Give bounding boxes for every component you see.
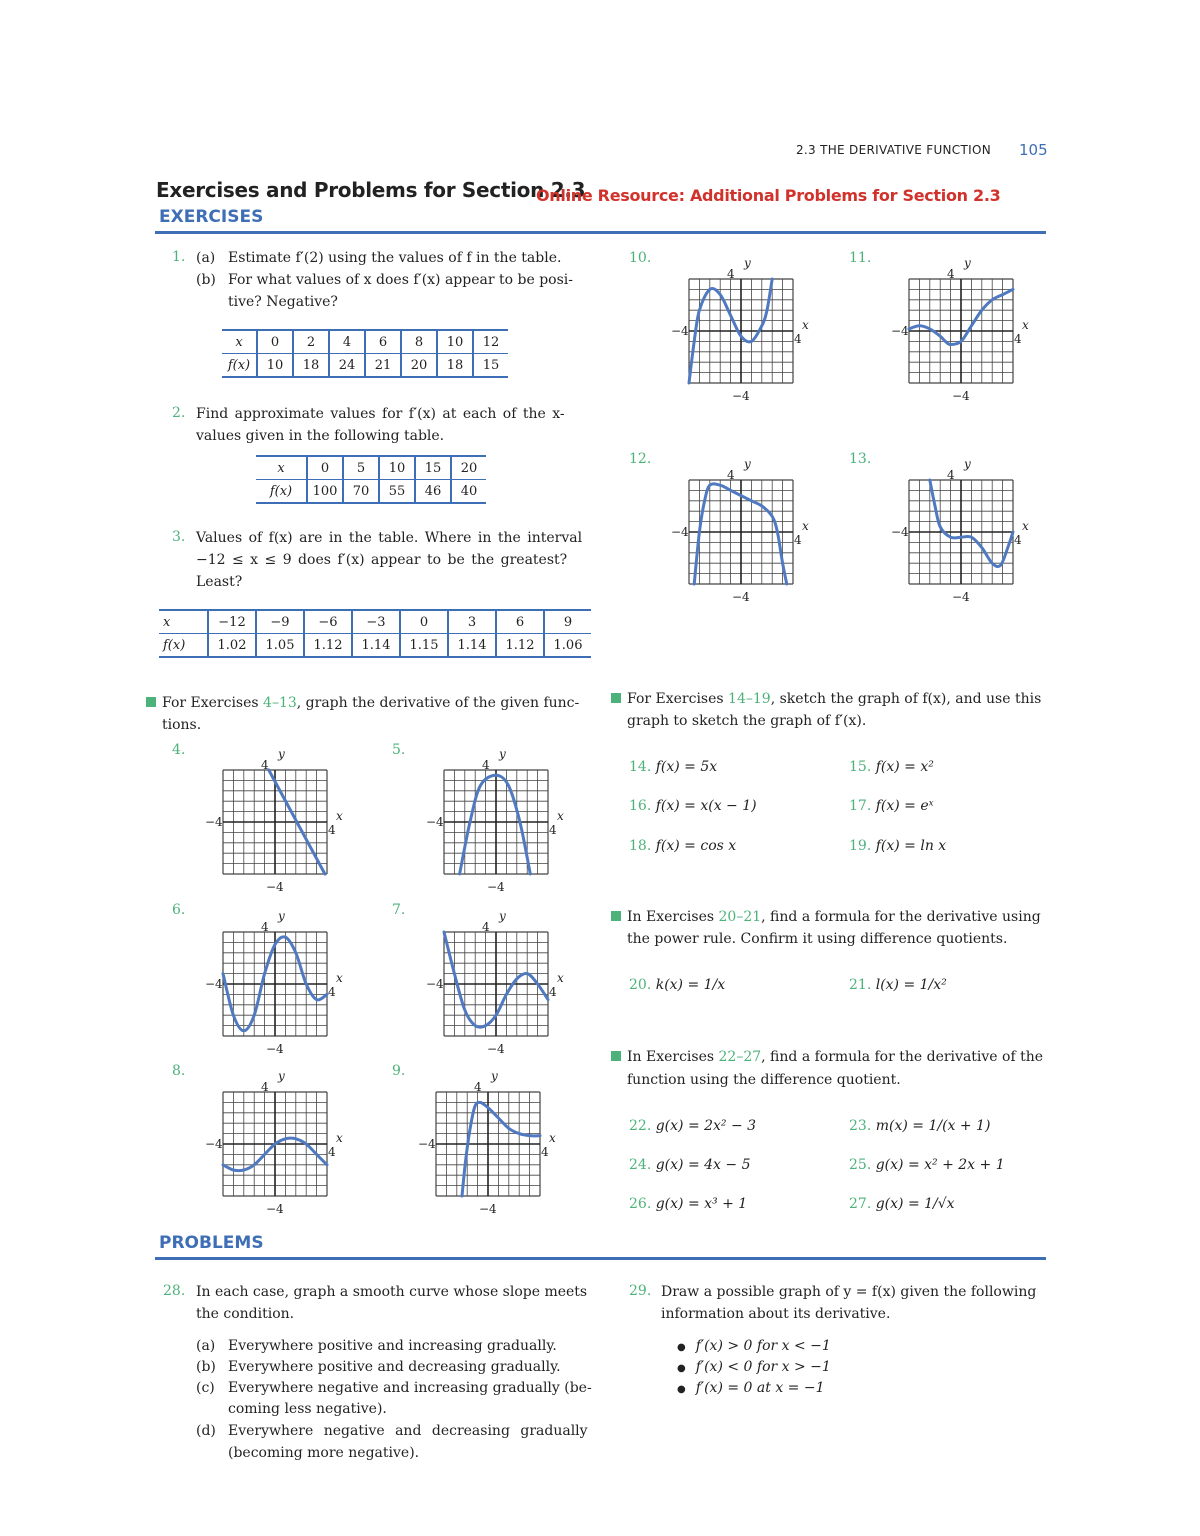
exercise-15: 15. f(x) = x² <box>849 759 934 775</box>
table-cell: x <box>159 610 208 634</box>
table-cell: 10 <box>437 330 473 354</box>
p28-c-line1: Everywhere negative and increasing gradually (be- <box>228 1380 592 1396</box>
instruction-20-21-line2: the power rule. Confirm it using difference quotients. <box>627 931 1008 947</box>
table-cell: f(x) <box>159 634 208 658</box>
x-max-label: 4 <box>1014 332 1022 346</box>
table-cell: 40 <box>451 480 486 504</box>
x-axis-label: x <box>1022 318 1029 332</box>
x-max-label: 4 <box>541 1145 549 1159</box>
exercise-19: 19. f(x) = ln x <box>849 838 947 854</box>
x-min-label: −4 <box>205 815 223 829</box>
table-cell: 12 <box>473 330 508 354</box>
exercise-20: 20. k(x) = 1/x <box>629 977 726 993</box>
table-cell: x <box>222 330 257 354</box>
y-axis-label: y <box>744 256 751 270</box>
table-cell: 0 <box>400 610 448 634</box>
function-curve <box>460 775 531 874</box>
instruction-text: , sketch the graph of f(x), and use this <box>770 691 1042 707</box>
instruction-prefix: In Exercises <box>627 1049 719 1065</box>
ex3-line1: Values of f(x) are in the table. Where in the interval <box>196 530 583 546</box>
exercise-16: 16. f(x) = x(x − 1) <box>629 798 757 814</box>
graph-12 <box>661 452 821 612</box>
p29-bullet-2: ● f′(x) < 0 for x > −1 <box>677 1359 831 1375</box>
problems-rule <box>155 1257 1046 1260</box>
instruction-4-13 <box>146 692 579 714</box>
exercise-14: 14. f(x) = 5x <box>629 759 718 775</box>
graph-number: 10. <box>629 250 652 266</box>
table-cell: 24 <box>329 354 365 378</box>
exercise-23: 23. m(x) = 1/(x + 1) <box>849 1118 991 1134</box>
graph-number: 13. <box>849 451 872 467</box>
instruction-text: , find a formula for the derivative using <box>761 909 1041 925</box>
ex1-b-line1: For what values of x does f′(x) appear to be posi- <box>228 272 573 288</box>
instruction-14-19 <box>611 688 1041 710</box>
green-square-icon <box>611 1051 621 1061</box>
y-min-label: −4 <box>487 880 505 894</box>
x-min-label: −4 <box>671 324 689 338</box>
y-max-label: 4 <box>727 267 735 281</box>
y-min-label: −4 <box>266 880 284 894</box>
y-axis-label: y <box>499 747 506 761</box>
ex3-table <box>159 609 591 658</box>
graph-number: 6. <box>172 902 186 918</box>
exercise-26: 26. g(x) = x³ + 1 <box>629 1196 748 1212</box>
y-axis-label: y <box>491 1069 498 1083</box>
graph-number: 4. <box>172 742 186 758</box>
p28-d-line1: Everywhere negative and decreasing gradually <box>228 1423 588 1439</box>
green-square-icon <box>611 911 621 921</box>
instruction-range: 14–19 <box>728 691 771 707</box>
table-cell: −12 <box>208 610 256 634</box>
exercise-27: 27. g(x) = 1/√x <box>849 1196 955 1212</box>
instruction-14-19-line2: graph to sketch the graph of f′(x). <box>627 713 867 729</box>
ex1-number: 1. <box>172 249 186 265</box>
x-max-label: 4 <box>1014 533 1022 547</box>
table-cell: 18 <box>293 354 329 378</box>
table-cell: −9 <box>256 610 304 634</box>
x-min-label: −4 <box>891 324 909 338</box>
ex2-line2: values given in the following table. <box>196 428 445 444</box>
page-number: 105 <box>1019 141 1048 159</box>
graph-10 <box>661 251 821 411</box>
x-max-label: 4 <box>794 332 802 346</box>
instruction-text: , find a formula for the derivative of the <box>761 1049 1044 1065</box>
y-max-label: 4 <box>727 468 735 482</box>
table-cell: 15 <box>415 456 451 480</box>
table-cell: 20 <box>451 456 486 480</box>
table-cell: 10 <box>257 354 293 378</box>
x-axis-label: x <box>336 1131 343 1145</box>
x-max-label: 4 <box>328 823 336 837</box>
y-min-label: −4 <box>952 389 970 403</box>
online-resource-link[interactable]: Online Resource: Additional Problems for Section 2.3 <box>536 186 1001 205</box>
p28-c-label: (c) <box>196 1380 215 1396</box>
running-header: 2.3 THE DERIVATIVE FUNCTION <box>796 143 991 157</box>
exercises-heading: EXERCISES <box>159 207 264 227</box>
graph-6 <box>195 904 355 1064</box>
y-max-label: 4 <box>261 758 269 772</box>
instruction-prefix: For Exercises <box>627 691 729 707</box>
page-title: Exercises and Problems for Section 2.3 <box>156 178 586 202</box>
x-axis-label: x <box>557 809 564 823</box>
y-axis-label: y <box>964 256 971 270</box>
function-curve <box>462 1102 540 1196</box>
table-cell: 1.06 <box>544 634 591 658</box>
exercise-22: 22. g(x) = 2x² − 3 <box>629 1118 757 1134</box>
table-cell: 1.05 <box>256 634 304 658</box>
x-max-label: 4 <box>794 533 802 547</box>
x-min-label: −4 <box>426 977 444 991</box>
table-cell: 0 <box>257 330 293 354</box>
instruction-prefix: For Exercises <box>162 695 264 711</box>
x-min-label: −4 <box>205 977 223 991</box>
graph-11 <box>881 251 1041 411</box>
table-cell: 55 <box>379 480 415 504</box>
exercise-17: 17. f(x) = eˣ <box>849 798 934 814</box>
y-max-label: 4 <box>947 267 955 281</box>
exercise-21: 21. l(x) = 1/x² <box>849 977 947 993</box>
instruction-20-21 <box>611 906 1041 928</box>
y-axis-label: y <box>278 1069 285 1083</box>
p28-line1: In each case, graph a smooth curve whose slope meets <box>196 1284 588 1300</box>
y-axis-label: y <box>964 457 971 471</box>
green-square-icon <box>611 693 621 703</box>
graph-8 <box>195 1064 355 1224</box>
x-axis-label: x <box>557 971 564 985</box>
table-cell: 8 <box>401 330 437 354</box>
y-min-label: −4 <box>732 389 750 403</box>
table-cell: 100 <box>307 480 343 504</box>
y-min-label: −4 <box>266 1202 284 1216</box>
x-max-label: 4 <box>328 985 336 999</box>
y-min-label: −4 <box>266 1042 284 1056</box>
x-axis-label: x <box>549 1131 556 1145</box>
ex1-b-label: (b) <box>196 272 216 288</box>
y-axis-label: y <box>499 909 506 923</box>
instruction-22-27-line2: function using the difference quotient. <box>627 1072 901 1088</box>
table-cell: −3 <box>352 610 400 634</box>
table-cell: 1.12 <box>304 634 352 658</box>
graph-number: 9. <box>392 1063 406 1079</box>
p28-a-label: (a) <box>196 1338 216 1354</box>
table-cell: x <box>256 456 307 480</box>
p29-bullet-3: ● f′(x) = 0 at x = −1 <box>677 1380 825 1396</box>
x-min-label: −4 <box>671 525 689 539</box>
graph-number: 5. <box>392 742 406 758</box>
instruction-text: , graph the derivative of the given func- <box>296 695 580 711</box>
p29-number: 29. <box>629 1283 652 1299</box>
table-cell: 9 <box>544 610 591 634</box>
ex3-line2: −12 ≤ x ≤ 9 does f′(x) appear to be the greatest? <box>196 552 568 568</box>
table-cell: 6 <box>496 610 544 634</box>
table-cell: 1.14 <box>352 634 400 658</box>
ex2-number: 2. <box>172 405 186 421</box>
x-axis-label: x <box>802 318 809 332</box>
exercise-24: 24. g(x) = 4x − 5 <box>629 1157 751 1173</box>
x-min-label: −4 <box>426 815 444 829</box>
ex1-table <box>222 329 508 378</box>
graph-7 <box>416 904 576 1064</box>
ex1-a-label: (a) <box>196 250 216 266</box>
x-axis-label: x <box>1022 519 1029 533</box>
graph-9 <box>408 1064 568 1224</box>
ex2-table <box>256 455 486 504</box>
x-max-label: 4 <box>549 985 557 999</box>
y-max-label: 4 <box>482 920 490 934</box>
table-cell: 15 <box>473 354 508 378</box>
instruction-4-13-line2: tions. <box>162 717 202 733</box>
table-cell: 21 <box>365 354 401 378</box>
green-square-icon <box>146 697 156 707</box>
p29-bullet-1: ● f′(x) > 0 for x < −1 <box>677 1338 831 1354</box>
table-cell: 46 <box>415 480 451 504</box>
graph-number: 7. <box>392 902 406 918</box>
ex1-a-text: Estimate f′(2) using the values of f in the table. <box>228 250 562 266</box>
y-axis-label: y <box>744 457 751 471</box>
p28-line2: the condition. <box>196 1306 295 1322</box>
y-axis-label: y <box>278 909 285 923</box>
table-cell: f(x) <box>256 480 307 504</box>
graph-number: 8. <box>172 1063 186 1079</box>
ex2-line1: Find approximate values for f′(x) at each of the x- <box>196 406 565 422</box>
table-cell: 20 <box>401 354 437 378</box>
p28-number: 28. <box>163 1283 186 1299</box>
table-cell: 6 <box>365 330 401 354</box>
p28-d-line2: (becoming more negative). <box>228 1445 420 1461</box>
table-cell: 70 <box>343 480 379 504</box>
graph-4 <box>195 742 355 902</box>
graph-5 <box>416 742 576 902</box>
p28-c-line2: coming less negative). <box>228 1401 387 1417</box>
x-max-label: 4 <box>549 823 557 837</box>
table-cell: 2 <box>293 330 329 354</box>
p28-a-text: Everywhere positive and increasing gradually. <box>228 1338 557 1354</box>
table-cell: 0 <box>307 456 343 480</box>
x-axis-label: x <box>336 971 343 985</box>
p29-line1: Draw a possible graph of y = f(x) given the following <box>661 1284 1037 1300</box>
x-min-label: −4 <box>891 525 909 539</box>
instruction-22-27 <box>611 1046 1043 1068</box>
p28-b-text: Everywhere positive and decreasing gradually. <box>228 1359 561 1375</box>
x-axis-label: x <box>336 809 343 823</box>
table-cell: −6 <box>304 610 352 634</box>
y-min-label: −4 <box>952 590 970 604</box>
p28-b-label: (b) <box>196 1359 216 1375</box>
y-max-label: 4 <box>261 1080 269 1094</box>
y-min-label: −4 <box>732 590 750 604</box>
table-cell: 1.15 <box>400 634 448 658</box>
problems-heading: PROBLEMS <box>159 1233 264 1253</box>
graph-13 <box>881 452 1041 612</box>
y-max-label: 4 <box>482 758 490 772</box>
table-cell: f(x) <box>222 354 257 378</box>
ex1-b-line2: tive? Negative? <box>228 294 338 310</box>
table-cell: 18 <box>437 354 473 378</box>
x-axis-label: x <box>802 519 809 533</box>
y-max-label: 4 <box>947 468 955 482</box>
table-cell: 5 <box>343 456 379 480</box>
p29-line2: information about its derivative. <box>661 1306 891 1322</box>
instruction-range: 4–13 <box>263 695 297 711</box>
instruction-prefix: In Exercises <box>627 909 719 925</box>
x-min-label: −4 <box>205 1137 223 1151</box>
table-cell: 3 <box>448 610 496 634</box>
x-max-label: 4 <box>328 1145 336 1159</box>
y-min-label: −4 <box>479 1202 497 1216</box>
exercises-rule <box>155 231 1046 234</box>
p28-d-label: (d) <box>196 1423 216 1439</box>
instruction-range: 20–21 <box>718 909 762 925</box>
ex3-line3: Least? <box>196 574 243 590</box>
x-min-label: −4 <box>418 1137 436 1151</box>
table-cell: 10 <box>379 456 415 480</box>
y-min-label: −4 <box>487 1042 505 1056</box>
y-axis-label: y <box>278 747 285 761</box>
ex3-number: 3. <box>172 529 186 545</box>
y-max-label: 4 <box>474 1080 482 1094</box>
table-cell: 4 <box>329 330 365 354</box>
table-cell: 1.14 <box>448 634 496 658</box>
exercise-18: 18. f(x) = cos x <box>629 838 737 854</box>
exercise-25: 25. g(x) = x² + 2x + 1 <box>849 1157 1005 1173</box>
graph-number: 12. <box>629 451 652 467</box>
table-cell: 1.02 <box>208 634 256 658</box>
instruction-range: 22–27 <box>718 1049 762 1065</box>
graph-number: 11. <box>849 250 872 266</box>
y-max-label: 4 <box>261 920 269 934</box>
table-cell: 1.12 <box>496 634 544 658</box>
